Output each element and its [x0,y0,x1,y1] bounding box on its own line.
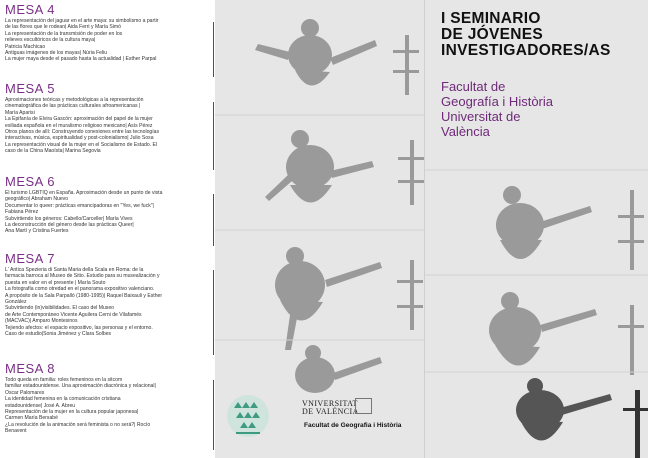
mesa-line: puesta en valor en el presente | María Souto [5,279,106,286]
mesa-line: La representación del jaguar en el arte maya: su simbolismo a partir [5,18,159,24]
mesa-4-section [5,3,210,63]
faculty-subtitle [441,79,641,139]
mesa-line: Ana Martí y Cristina Fuertes [5,228,69,235]
accent-divider [213,380,214,450]
mesa-line: relieves escultóricos de la cultura maya| [5,37,96,44]
dancer-frame [516,378,648,458]
mesa-line: de Arte Contemporáneo Vicente Aguilera Cerni de Vilafamés [5,311,142,318]
mesa-line: geográfico| Abraham Nuevo [5,196,69,203]
mesa-line: Representación de la mujer en la cultura popular japonesa| [5,409,139,416]
mesa-5-section [5,82,210,155]
mesa-line: Aproximaciones teóricas y metodológicas a la representación [5,97,144,103]
uv-line: DE VALÈNCIA [302,407,359,416]
dancer-frame [265,130,424,205]
mesa-line: L' Antica Spezieria di Santa Maria della Scala en Roma: de la [5,267,144,273]
photo-panel [215,0,425,458]
dancer-frame [496,186,644,270]
mesa-title: MESA 7 [5,251,55,266]
mesa-title: MESA 8 [5,361,55,376]
accent-divider [213,102,214,170]
mesa-line: Benavent [5,428,27,435]
mesa-line: cinematográfica de las prácticas culturales afroamericanas | [5,103,141,110]
mesa-line: La representación de la transmisión de poder en los [5,30,123,37]
dancer-silhouettes-illustration [215,0,425,458]
mesa-line: María Aparisi [5,109,35,116]
mesa-line: La deconstrucción del género desde las prácticas Queer| [5,222,134,229]
mesa-line: Documentar lo queer: prácticas emancipadoras en "Yes, we fuck"| [5,202,154,209]
seminar-logo [226,392,270,444]
dancer-frame [295,345,382,393]
mesa-line: Patricia Machicao [5,43,46,50]
mesa-line: Subvirtiendo los géneros: Cabello/Carceller| María Vives [5,215,133,222]
mesa-line: La Epifanía de Elvira Gascón: aproximación del papel de la mujer [5,116,153,123]
mesa-line: estadounidense| José A. Abreu [5,402,76,409]
mesa-line: La fotografía como otredad en el panorama expositivo valenciano. [5,286,155,293]
mesa-8-section [5,362,210,435]
mesa-line: Fabiana Pérez [5,209,39,216]
mesa-line: Óscar Palomares [5,389,45,396]
cover-panel [425,0,648,458]
mesa-line: La representación visual de la mujer en el Socialismo de Estado. El [5,141,158,148]
accent-divider [213,194,214,246]
seminar-title-line: DE JÓVENES [441,26,544,43]
faculty-logo-text: Facultat de Geografia i Història [304,422,402,429]
mesa-line: González [5,299,27,306]
seminar-title [441,11,641,59]
subtitle-line: Geografía i Història [441,94,553,109]
university-logo-text [302,400,359,416]
mesa-line: ¿La revolución de la animación será feminista o no será?| Rocío [5,421,151,428]
mesa-line: La identidad femenina en la comunicación cristiana [5,396,121,403]
mesa-line: Tejiendo afectos: el espacio expositivo, las personas y el entorno. [5,324,153,331]
mesa-line: El turismo LGBTIQ en España. Aproximación desde un punto de vista [5,190,163,196]
mesa-line: de las flores que le rodean| Aida Ferri y María Simó [5,24,121,31]
cover-dancer-illustration [425,0,648,458]
mesa-title: MESA 6 [5,174,55,189]
mesa-line: Subvirtiendo (in)visibilidades. El caso del Museo [5,305,115,312]
mesa-line: La mujer maya desde el pasado hasta la actualidad | Esther Parpal [5,56,157,63]
mesa-line: Otros planos de allí: Construyendo conexiones entre las tecnologías [5,129,160,136]
subtitle-line: Facultat de [441,79,506,94]
mesa-line: Todo queda en familia: roles femeninos en la sitcom [5,377,123,383]
seminar-logo-icon [226,392,270,444]
subtitle-line: Universitat de [441,109,521,124]
dancer-frame [275,247,423,350]
mesa-6-section [5,175,210,235]
university-seal-icon [355,398,372,414]
dancer-frame [489,292,644,375]
accent-divider [213,270,214,355]
mesa-line: Antiguas imágenes de los mayas| Núria Feliu [5,50,108,57]
mesa-line: interactivas, música, espiritualidad y post-colonialismo| Julio Sosa [5,135,154,142]
mesa-7-section [5,252,210,337]
mesa-line: Caso de estudio|Sonia Jiménez y Clara Solbes [5,331,112,338]
mesa-line: familiar estadounidense. Una aproximación diacrónica y relacional| [5,383,156,390]
program-column [0,0,215,458]
mesa-line: Carmen María Bersabé [5,415,58,422]
mesa-line: A propósito de la Sala Parpalló (1980-1995)| Raquel Baixauli y Esther [5,292,163,299]
mesa-title: MESA 5 [5,81,55,96]
dancer-frame [255,19,419,95]
accent-divider [213,22,214,77]
mesa-title: MESA 4 [5,2,55,17]
uv-line: VNIVERSITAT [302,399,358,408]
mesa-line: caso de la China Maoísta| Marina Segovia [5,148,101,155]
seminar-title-line: INVESTIGADORES/AS [441,42,611,59]
mesa-line: exiliada española en el muralismo religioso mexicano| Asís Pérez [5,122,153,129]
mesa-line: farmacia barroca al Museo de Sitio. Estudio para su musealización y [5,273,160,280]
mesa-line: (MACVAC)| Amparo Montesinos [5,318,78,325]
subtitle-line: València [441,124,490,139]
seminar-title-line: I SEMINARIO [441,10,541,27]
